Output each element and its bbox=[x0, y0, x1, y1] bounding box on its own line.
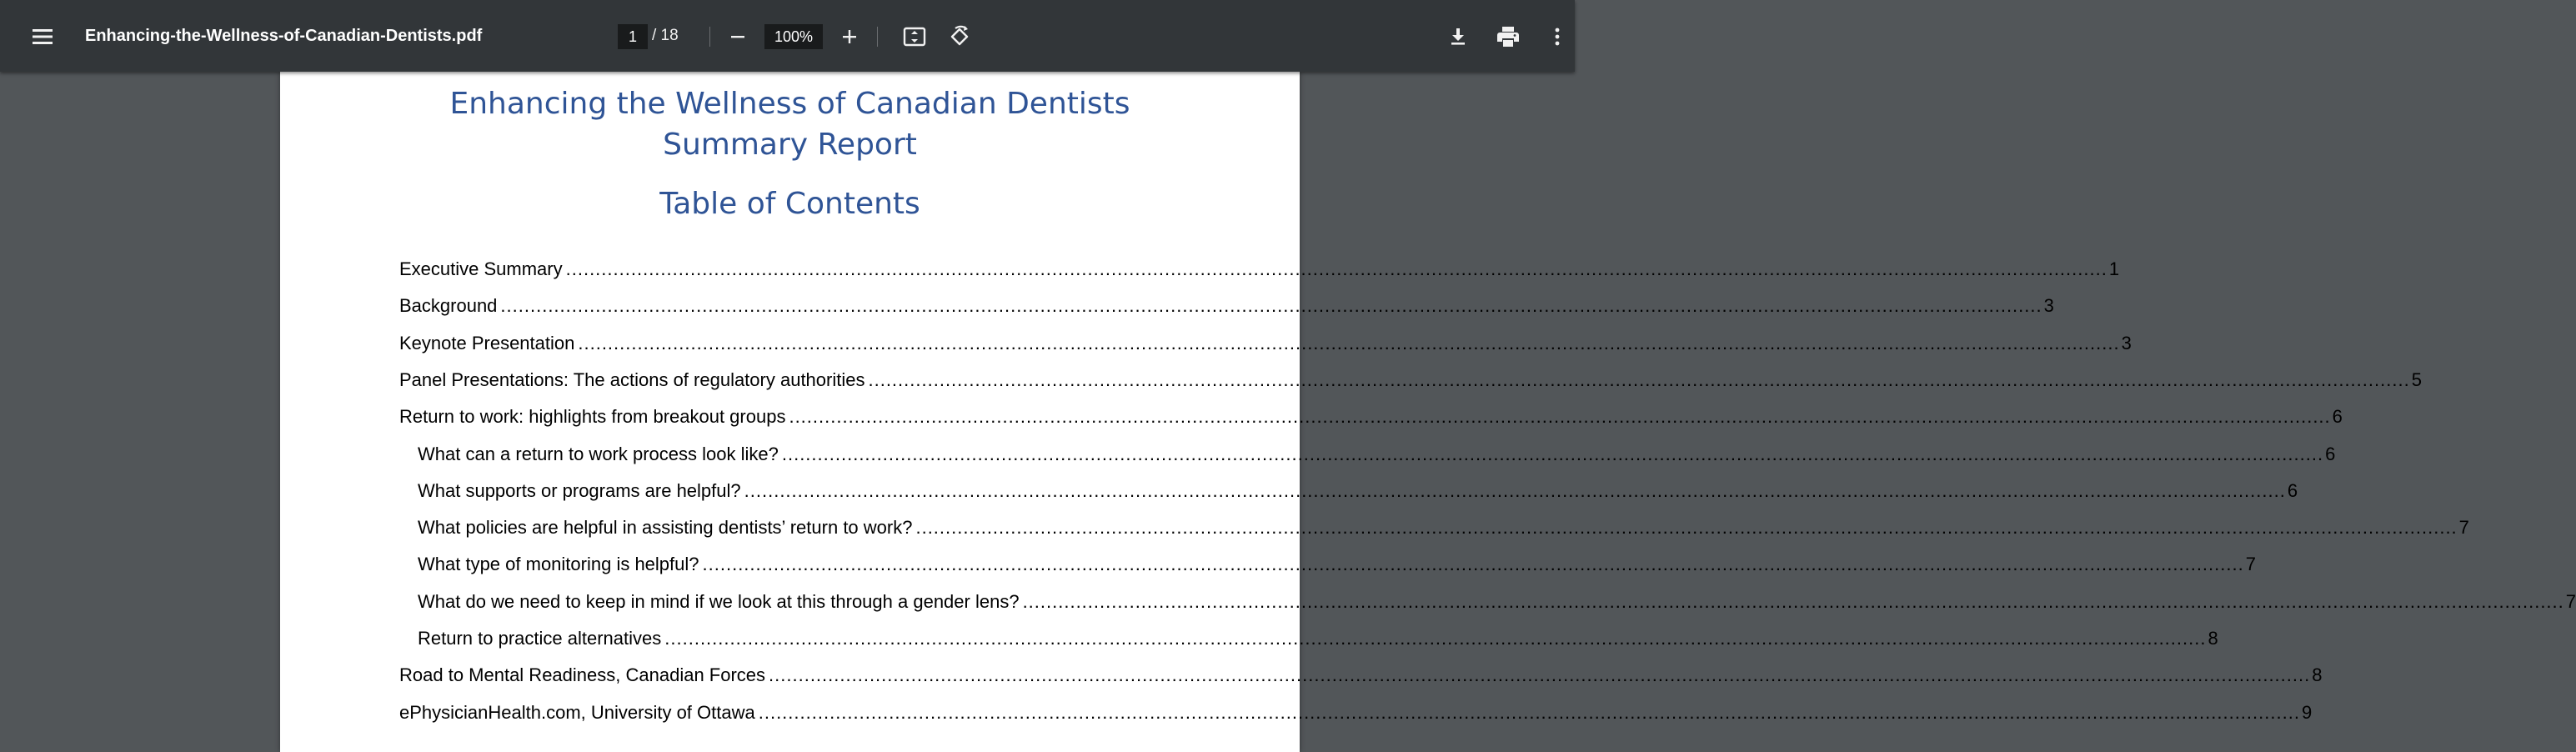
toc-leader-dots: .................................................................................................................................................................................................................................................................... bbox=[664, 628, 2207, 649]
more-options-button[interactable] bbox=[1541, 19, 1574, 54]
toc-leader-dots: .................................................................................................................................................................................................................................................................... bbox=[1022, 591, 2564, 612]
download-button[interactable] bbox=[1441, 19, 1476, 54]
toc-entry-page: 3 bbox=[2043, 295, 2054, 316]
toc-entry-page: 1 bbox=[2108, 258, 2120, 279]
toc-entry-page: 6 bbox=[2332, 406, 2343, 427]
toc-entry[interactable] bbox=[399, 369, 2422, 394]
toc-entry-page: 7 bbox=[2458, 517, 2469, 538]
toc-leader-dots: .................................................................................................................................................................................................................................................................... bbox=[781, 444, 2324, 464]
toc-heading: Table of Contents bbox=[659, 187, 920, 221]
toc-entry[interactable] bbox=[399, 664, 2323, 689]
toc-entry-title: Executive Summary bbox=[399, 258, 563, 279]
toc-entry-title: Road to Mental Readiness, Canadian Forces bbox=[399, 664, 766, 685]
print-button[interactable] bbox=[1491, 19, 1526, 54]
pdf-toolbar bbox=[0, 0, 1575, 72]
fit-to-page-button[interactable] bbox=[897, 19, 932, 54]
toolbar-divider bbox=[709, 27, 710, 47]
toc-entry[interactable] bbox=[399, 702, 2313, 727]
toc-entry[interactable] bbox=[418, 444, 2336, 469]
toc-leader-dots: .................................................................................................................................................................................................................................................................... bbox=[565, 258, 2107, 279]
fit-to-page-icon bbox=[903, 27, 926, 47]
toc-entry-title: Panel Presentations: The actions of regulatory authorities bbox=[399, 369, 865, 390]
toc-entry[interactable] bbox=[418, 554, 2256, 579]
toc-entry-page: 9 bbox=[2301, 702, 2313, 723]
toc-leader-dots: .................................................................................................................................................................................................................................................................... bbox=[500, 295, 2042, 316]
download-icon bbox=[1448, 27, 1468, 47]
toc-leader-dots: .................................................................................................................................................................................................................................................................... bbox=[868, 369, 2410, 390]
toc-entry[interactable] bbox=[418, 591, 2576, 616]
more-vert-icon bbox=[1554, 27, 1561, 47]
zoom-in-button[interactable] bbox=[832, 19, 867, 54]
toc-entry[interactable] bbox=[399, 333, 2132, 358]
toc-entry-title: What supports or programs are helpful? bbox=[418, 480, 741, 501]
pdf-page bbox=[280, 72, 2576, 752]
toc-entry-title: What can a return to work process look like? bbox=[418, 444, 779, 464]
toc-entry-title: Background bbox=[399, 295, 498, 316]
toc-entry-title: ePhysicianHealth.com, University of Ottawa bbox=[399, 702, 755, 723]
hamburger-menu-icon[interactable] bbox=[25, 19, 60, 54]
toc-entry[interactable] bbox=[399, 295, 2054, 320]
toc-entry-title: What policies are helpful in assisting dentists’ return to work? bbox=[418, 517, 913, 538]
toc-entry-page: 8 bbox=[2208, 628, 2218, 649]
print-icon bbox=[1496, 26, 1520, 48]
page-total: / 18 bbox=[652, 27, 679, 44]
toolbar-divider bbox=[877, 27, 878, 47]
toc-leader-dots: .................................................................................................................................................................................................................................................................... bbox=[578, 333, 2120, 353]
toc-entry-title: Return to work: highlights from breakout groups bbox=[399, 406, 786, 427]
toc-leader-dots: .................................................................................................................................................................................................................................................................... bbox=[758, 702, 2300, 723]
toc-entry[interactable] bbox=[399, 258, 2120, 283]
toc-entry-page: 8 bbox=[2312, 664, 2323, 685]
report-title: Enhancing the Wellness of Canadian Dentists bbox=[449, 87, 1130, 121]
toc-leader-dots: .................................................................................................................................................................................................................................................................... bbox=[789, 406, 2331, 427]
toc-entry[interactable] bbox=[418, 517, 2469, 542]
toc-entry-title: Keynote Presentation bbox=[399, 333, 575, 353]
rotate-icon bbox=[948, 25, 971, 48]
toc-entry-page: 6 bbox=[2325, 444, 2336, 464]
toc-entry-title: What type of monitoring is helpful? bbox=[418, 554, 699, 574]
toc-leader-dots: .................................................................................................................................................................................................................................................................... bbox=[702, 554, 2244, 574]
toc-entry[interactable] bbox=[418, 628, 2218, 653]
plus-icon bbox=[841, 28, 858, 45]
document-file-name: Enhancing-the-Wellness-of-Canadian-Dentists.pdf bbox=[85, 27, 483, 45]
zoom-level-input[interactable]: 100% bbox=[764, 24, 823, 49]
toc-leader-dots: .................................................................................................................................................................................................................................................................... bbox=[744, 480, 2286, 501]
report-subtitle: Summary Report bbox=[663, 128, 917, 162]
toc-entry-title: Return to practice alternatives bbox=[418, 628, 662, 649]
toc-entry-title: What do we need to keep in mind if we look at this through a gender lens? bbox=[418, 591, 1020, 612]
toc-entry-page: 6 bbox=[2287, 480, 2298, 501]
minus-icon bbox=[729, 28, 746, 45]
toc-entry-page: 5 bbox=[2411, 369, 2422, 390]
zoom-out-button[interactable] bbox=[720, 19, 755, 54]
toc-leader-dots: .................................................................................................................................................................................................................................................................... bbox=[915, 517, 2458, 538]
toc-entry-page: 3 bbox=[2121, 333, 2132, 353]
toc-entry-page: 7 bbox=[2245, 554, 2256, 574]
rotate-button[interactable] bbox=[942, 19, 977, 54]
toc-entry[interactable] bbox=[399, 406, 2343, 431]
toc-entry-page: 7 bbox=[2565, 591, 2576, 612]
current-page-input[interactable]: 1 bbox=[618, 24, 648, 49]
toc-entry[interactable] bbox=[418, 480, 2298, 505]
toc-leader-dots: .................................................................................................................................................................................................................................................................... bbox=[769, 664, 2311, 685]
